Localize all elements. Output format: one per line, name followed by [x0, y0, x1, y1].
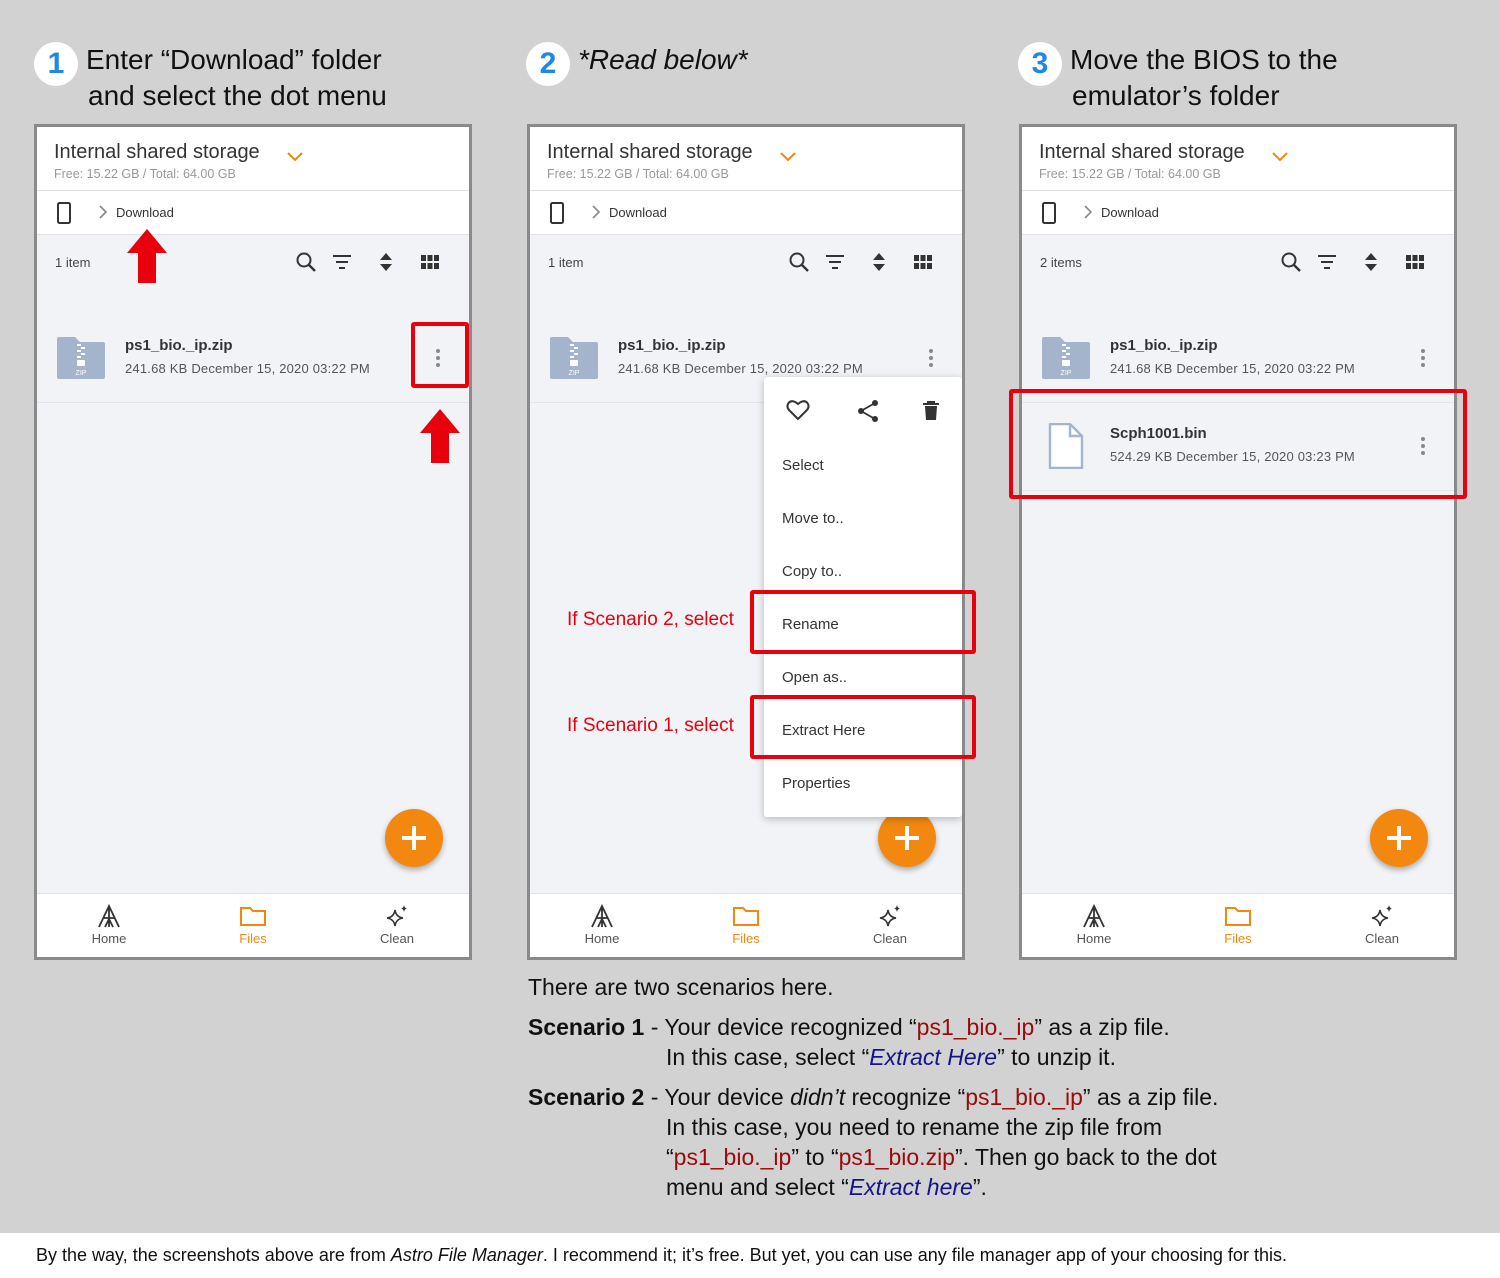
phone-screen-1	[34, 124, 472, 960]
scenario-2-line-2: In this case, you need to rename the zip file from	[666, 1114, 1163, 1140]
nav-files[interactable]	[205, 900, 301, 946]
scenario-2-note: If Scenario 2, select	[567, 609, 734, 630]
filter-icon[interactable]	[824, 251, 846, 273]
bottom-nav	[1022, 893, 1454, 957]
file-meta: 241.68 KB December 15, 2020 03:22 PM	[1110, 361, 1355, 376]
text-span: In this case, select “	[666, 1044, 870, 1070]
search-icon[interactable]	[295, 251, 317, 273]
text-span: ”.	[972, 1174, 987, 1200]
more-vert-icon[interactable]	[926, 347, 936, 369]
grid-view-icon[interactable]	[1404, 251, 1426, 273]
storage-subtitle: Free: 15.22 GB / Total: 64.00 GB	[1039, 167, 1221, 181]
file-name: Scph1001.bin	[1110, 425, 1207, 442]
storage-header[interactable]	[37, 127, 469, 191]
svg-text:ZIP: ZIP	[75, 370, 87, 377]
chevron-right-icon	[591, 205, 601, 219]
breadcrumb	[530, 191, 962, 235]
text-span: ” to “	[791, 1144, 839, 1170]
nav-clean-label: Clean	[873, 931, 907, 946]
search-icon[interactable]	[1280, 251, 1302, 273]
footer-text	[36, 1245, 1287, 1266]
storage-title: Internal shared storage	[1039, 141, 1245, 163]
nav-clean[interactable]	[349, 900, 445, 946]
nav-clean-label: Clean	[1365, 931, 1399, 946]
folder-icon	[1224, 904, 1252, 928]
zip-file-icon	[1040, 335, 1092, 381]
red-arrow-up-icon	[420, 409, 460, 463]
nav-clean-label: Clean	[380, 931, 414, 946]
grid-view-icon[interactable]	[912, 251, 934, 273]
step-2-title: *Read below*	[578, 44, 748, 75]
storage-title: Internal shared storage	[547, 141, 753, 163]
nav-home[interactable]	[61, 900, 157, 946]
text-span: “	[666, 1144, 674, 1170]
menu-item-properties[interactable]: Properties	[782, 775, 851, 792]
bottom-nav	[37, 893, 469, 957]
action-span: Extract here	[848, 1174, 973, 1200]
heart-icon[interactable]	[786, 399, 810, 421]
grid-view-icon[interactable]	[419, 251, 441, 273]
nav-home[interactable]	[554, 900, 650, 946]
zip-file-icon	[55, 335, 107, 381]
sort-icon[interactable]	[868, 251, 890, 273]
menu-item-extract[interactable]: Extract Here	[782, 722, 866, 739]
nav-home-label: Home	[91, 931, 127, 946]
breadcrumb-download[interactable]: Download	[609, 205, 667, 220]
plus-icon	[385, 809, 443, 867]
phone-screen-3	[1019, 124, 1457, 960]
storage-title: Internal shared storage	[54, 141, 260, 163]
item-count: 1 item	[55, 255, 91, 270]
nav-files-label: Files	[239, 931, 267, 946]
step-1-title-line2: and select the dot menu	[88, 80, 387, 111]
add-button[interactable]	[385, 809, 443, 867]
rename-highlight	[750, 590, 976, 654]
step-3-number: 3	[1018, 42, 1062, 86]
file-name: ps1_bio._ip.zip	[125, 337, 233, 354]
text-span: ”. Then go back to the dot	[954, 1144, 1217, 1170]
sparkle-icon	[384, 904, 410, 928]
nav-home-label: Home	[584, 931, 620, 946]
file-meta: 524.29 KB December 15, 2020 03:23 PM	[1110, 449, 1355, 464]
svg-text:ZIP: ZIP	[1060, 370, 1072, 377]
step-2-header	[526, 40, 966, 120]
menu-item-copy[interactable]: Copy to..	[782, 563, 843, 580]
phone-device-icon[interactable]	[1042, 202, 1056, 224]
sparkle-icon	[1369, 904, 1395, 928]
storage-header[interactable]	[530, 127, 962, 191]
sort-icon[interactable]	[1360, 251, 1382, 273]
menu-item-move[interactable]: Move to..	[782, 510, 844, 527]
chevron-right-icon	[1083, 205, 1093, 219]
step-3-header	[1018, 40, 1458, 120]
step-1-title-line1: Enter “Download” folder	[86, 44, 382, 75]
item-count: 2 items	[1040, 255, 1082, 270]
filter-icon[interactable]	[331, 251, 353, 273]
filter-icon[interactable]	[1316, 251, 1338, 273]
astro-home-icon	[96, 904, 122, 928]
breadcrumb-download[interactable]: Download	[1101, 205, 1159, 220]
search-icon[interactable]	[788, 251, 810, 273]
extract-highlight	[750, 695, 976, 759]
text-span: . I recommend it; it’s free. But yet, you can use any file manager app of your choosing for this.	[542, 1245, 1287, 1265]
step-3-title-line2: emulator’s folder	[1072, 80, 1280, 111]
filename-span: ps1_bio._ip	[673, 1144, 792, 1170]
action-span: Extract Here	[869, 1044, 998, 1070]
sparkle-icon	[877, 904, 903, 928]
svg-text:ZIP: ZIP	[568, 370, 580, 377]
file-name: ps1_bio._ip.zip	[1110, 337, 1218, 354]
share-icon[interactable]	[856, 399, 880, 423]
storage-subtitle: Free: 15.22 GB / Total: 64.00 GB	[547, 167, 729, 181]
file-toolbar	[1022, 235, 1454, 291]
astro-home-icon	[1081, 904, 1107, 928]
file-meta: 241.68 KB December 15, 2020 03:22 PM	[618, 361, 863, 376]
nav-home[interactable]	[1046, 900, 1142, 946]
nav-clean[interactable]	[1334, 900, 1430, 946]
step-1-header	[34, 40, 474, 120]
step-2-number: 2	[526, 42, 570, 86]
breadcrumb-download[interactable]: Download	[116, 205, 174, 220]
chevron-right-icon	[98, 205, 108, 219]
folder-icon	[239, 904, 267, 928]
astro-home-icon	[589, 904, 615, 928]
scenario-2-label: Scenario 2	[528, 1084, 645, 1110]
dot-menu-highlight	[411, 322, 469, 388]
plus-icon	[878, 809, 936, 867]
filename-span: ps1_bio._ip	[916, 1014, 1035, 1040]
file-name: ps1_bio._ip.zip	[618, 337, 726, 354]
scenario-1-line-1	[528, 1012, 1170, 1042]
scenario-2-line-3	[666, 1142, 1217, 1172]
app-name: Astro File Manager	[390, 1245, 543, 1265]
folder-icon	[732, 904, 760, 928]
footer	[0, 1233, 1500, 1278]
menu-item-open-as[interactable]: Open as..	[782, 669, 848, 686]
sort-icon[interactable]	[375, 251, 397, 273]
filename-span: ps1_bio._ip	[965, 1084, 1083, 1110]
text-span: recognize “	[845, 1084, 966, 1110]
file-row-zip[interactable]	[37, 315, 469, 403]
bios-file-highlight	[1009, 389, 1467, 499]
step-3-title-line1: Move the BIOS to the	[1070, 44, 1338, 75]
step-1-number: 1	[34, 42, 78, 86]
nav-files[interactable]	[698, 900, 794, 946]
phone-device-icon[interactable]	[550, 202, 564, 224]
chevron-down-icon[interactable]	[1272, 149, 1288, 165]
menu-item-rename[interactable]: Rename	[782, 616, 839, 633]
breadcrumb	[1022, 191, 1454, 235]
trash-icon[interactable]	[922, 401, 940, 421]
phone-device-icon[interactable]	[57, 202, 71, 224]
explanation-intro: There are two scenarios here.	[528, 974, 834, 1000]
nav-files-label: Files	[1224, 931, 1252, 946]
bottom-nav	[530, 893, 962, 957]
nav-files[interactable]	[1190, 900, 1286, 946]
menu-item-select[interactable]: Select	[782, 457, 824, 474]
text-span: By the way, the screenshots above are from	[36, 1245, 391, 1265]
text-span: ” as a zip file.	[1034, 1014, 1170, 1040]
scenario-1-note: If Scenario 1, select	[567, 715, 734, 736]
red-arrow-up-icon	[127, 229, 167, 283]
more-vert-icon[interactable]	[1418, 347, 1428, 369]
text-span: ” to unzip it.	[997, 1044, 1116, 1070]
breadcrumb	[37, 191, 469, 235]
text-span: - Your device recognized “	[644, 1014, 917, 1040]
chevron-down-icon[interactable]	[780, 149, 796, 165]
nav-clean[interactable]	[842, 900, 938, 946]
add-button[interactable]	[1370, 809, 1428, 867]
text-span: - Your device	[644, 1084, 791, 1110]
filename-span: ps1_bio.zip	[838, 1144, 955, 1170]
file-toolbar	[37, 235, 469, 291]
nav-files-label: Files	[732, 931, 760, 946]
scenario-2-line-1	[528, 1082, 1218, 1112]
phone-screen-2	[527, 124, 965, 960]
emphasis-span: didn’t	[790, 1084, 846, 1110]
scenario-1-label: Scenario 1	[528, 1014, 645, 1040]
add-button[interactable]	[878, 809, 936, 867]
zip-file-icon	[548, 335, 600, 381]
storage-subtitle: Free: 15.22 GB / Total: 64.00 GB	[54, 167, 236, 181]
nav-home-label: Home	[1076, 931, 1112, 946]
chevron-down-icon[interactable]	[287, 149, 303, 165]
file-meta: 241.68 KB December 15, 2020 03:22 PM	[125, 361, 370, 376]
text-span: menu and select “	[666, 1174, 849, 1200]
scenario-2-line-4	[666, 1172, 987, 1202]
scenario-1-line-2	[666, 1042, 1116, 1072]
file-toolbar	[530, 235, 962, 291]
storage-header[interactable]	[1022, 127, 1454, 191]
item-count: 1 item	[548, 255, 584, 270]
plus-icon	[1370, 809, 1428, 867]
text-span: ” as a zip file.	[1082, 1084, 1219, 1110]
